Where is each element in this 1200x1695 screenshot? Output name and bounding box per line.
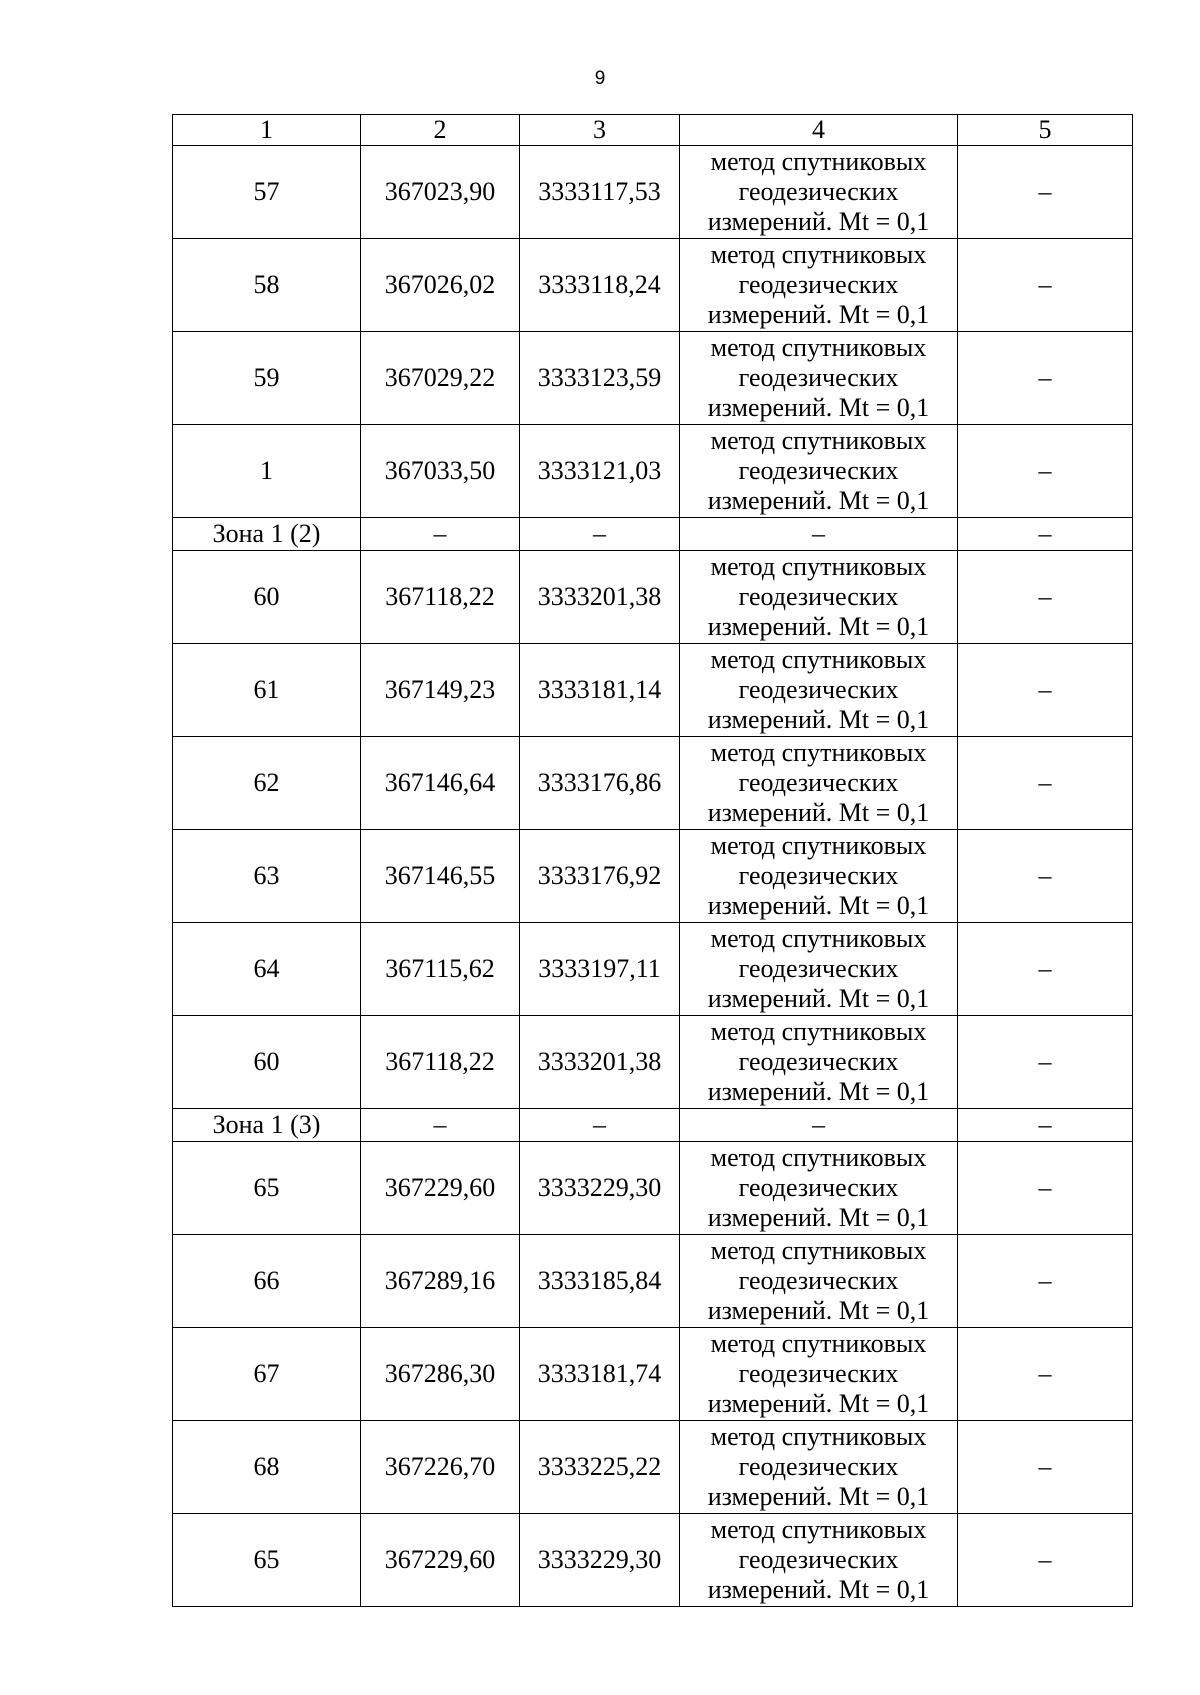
x-coordinate-cell: 367149,23 [361,644,520,737]
method-line: измерений. Mt = 0,1 [707,1296,930,1325]
x-coordinate-cell: 367026,02 [361,239,520,332]
table-row [173,1328,1133,1421]
method-line: измерений. Mt = 0,1 [707,1077,930,1106]
y-coordinate-cell: 3333185,84 [520,1235,680,1328]
method-cell [680,1142,958,1235]
method-line: метод спутниковых [710,924,927,953]
method-cell [680,239,958,332]
note-cell: – [958,1421,1133,1514]
method-line: метод спутниковых [710,147,927,176]
method-line: измерений. Mt = 0,1 [707,300,930,329]
y-coordinate-cell: 3333181,14 [520,644,680,737]
x-coordinate-cell: 367146,55 [361,830,520,923]
method-cell [680,332,958,425]
method-line: геодезических [738,1266,899,1295]
method-line: геодезических [738,675,899,704]
method-line: метод спутниковых [710,1329,927,1358]
method-line: геодезических [738,1359,899,1388]
point-number-cell: 62 [173,737,361,830]
method-line: метод спутниковых [710,831,927,860]
y-coordinate-cell: 3333181,74 [520,1328,680,1421]
method-line: измерений. Mt = 0,1 [707,486,930,515]
note-cell: – [958,425,1133,518]
method-cell [680,1421,958,1514]
point-number-cell: 60 [173,551,361,644]
method-line: измерений. Mt = 0,1 [707,612,930,641]
point-number-cell: 63 [173,830,361,923]
x-coordinate-cell: 367029,22 [361,332,520,425]
method-line: метод спутниковых [710,333,927,362]
point-number-cell: 1 [173,425,361,518]
method-line: измерений. Mt = 0,1 [707,705,930,734]
method-cell [680,146,958,239]
note-cell: – [958,644,1133,737]
method-line: измерений. Mt = 0,1 [707,798,930,827]
method-line: измерений. Mt = 0,1 [707,207,930,236]
method-line: метод спутниковых [710,738,927,767]
method-line: измерений. Mt = 0,1 [707,1389,930,1418]
note-cell: – [958,146,1133,239]
x-coordinate-cell: 367229,60 [361,1514,520,1607]
zone-row [173,1109,1133,1142]
method-cell [680,1016,958,1109]
method-line: метод спутниковых [710,426,927,455]
table-header-row [173,115,1133,146]
method-line: метод спутниковых [710,240,927,269]
column-header-5: 5 [958,115,1133,146]
zone-dash-cell: – [680,518,958,551]
zone-dash-cell: – [361,1109,520,1142]
x-coordinate-cell: 367115,62 [361,923,520,1016]
x-coordinate-cell: 367118,22 [361,551,520,644]
point-number-cell: 61 [173,644,361,737]
y-coordinate-cell: 3333117,53 [520,146,680,239]
method-line: измерений. Mt = 0,1 [707,891,930,920]
column-header-1: 1 [173,115,361,146]
method-line: метод спутниковых [710,1422,927,1451]
method-line: геодезических [738,1047,899,1076]
y-coordinate-cell: 3333229,30 [520,1142,680,1235]
table-row [173,923,1133,1016]
method-line: геодезических [738,1173,899,1202]
column-header-2: 2 [361,115,520,146]
method-line: измерений. Mt = 0,1 [707,1203,930,1232]
method-cell [680,923,958,1016]
method-line: геодезических [738,582,899,611]
point-number-cell: 65 [173,1142,361,1235]
table-row [173,551,1133,644]
note-cell: – [958,1514,1133,1607]
note-cell: – [958,1142,1133,1235]
note-cell: – [958,923,1133,1016]
method-line: геодезических [738,456,899,485]
table-row [173,1142,1133,1235]
x-coordinate-cell: 367023,90 [361,146,520,239]
y-coordinate-cell: 3333121,03 [520,425,680,518]
table-row [173,239,1133,332]
note-cell: – [958,332,1133,425]
point-number-cell: 64 [173,923,361,1016]
method-line: измерений. Mt = 0,1 [707,1575,930,1604]
table-body [173,115,1133,1607]
y-coordinate-cell: 3333201,38 [520,1016,680,1109]
y-coordinate-cell: 3333176,92 [520,830,680,923]
x-coordinate-cell: 367146,64 [361,737,520,830]
x-coordinate-cell: 367033,50 [361,425,520,518]
note-cell: – [958,737,1133,830]
note-cell: – [958,1328,1133,1421]
method-line: геодезических [738,768,899,797]
zone-dash-cell: – [680,1109,958,1142]
table-row [173,332,1133,425]
point-number-cell: 65 [173,1514,361,1607]
table-row [173,830,1133,923]
column-header-4: 4 [680,115,958,146]
x-coordinate-cell: 367229,60 [361,1142,520,1235]
zone-label: Зона 1 (3) [173,1109,361,1142]
note-cell: – [958,1016,1133,1109]
method-line: измерений. Mt = 0,1 [707,984,930,1013]
method-line: метод спутниковых [710,1236,927,1265]
x-coordinate-cell: 367226,70 [361,1421,520,1514]
y-coordinate-cell: 3333118,24 [520,239,680,332]
coordinates-table [172,114,1133,1607]
x-coordinate-cell: 367118,22 [361,1016,520,1109]
method-line: геодезических [738,270,899,299]
method-line: геодезических [738,1452,899,1481]
method-cell [680,425,958,518]
zone-dash-cell: – [361,518,520,551]
note-cell: – [958,551,1133,644]
y-coordinate-cell: 3333201,38 [520,551,680,644]
method-line: геодезических [738,954,899,983]
method-line: геодезических [738,1545,899,1574]
point-number-cell: 57 [173,146,361,239]
page-number: 9 [594,68,606,89]
table-row [173,1016,1133,1109]
y-coordinate-cell: 3333176,86 [520,737,680,830]
method-cell [680,644,958,737]
x-coordinate-cell: 367286,30 [361,1328,520,1421]
point-number-cell: 66 [173,1235,361,1328]
table-row [173,146,1133,239]
y-coordinate-cell: 3333229,30 [520,1514,680,1607]
method-line: измерений. Mt = 0,1 [707,1482,930,1511]
table-row [173,425,1133,518]
zone-label: Зона 1 (2) [173,518,361,551]
method-line: геодезических [738,363,899,392]
y-coordinate-cell: 3333225,22 [520,1421,680,1514]
method-cell [680,1235,958,1328]
method-cell [680,551,958,644]
point-number-cell: 68 [173,1421,361,1514]
zone-dash-cell: – [958,1109,1133,1142]
note-cell: – [958,1235,1133,1328]
table-row [173,1421,1133,1514]
method-cell [680,1514,958,1607]
method-line: метод спутниковых [710,645,927,674]
table-row [173,1235,1133,1328]
point-number-cell: 67 [173,1328,361,1421]
point-number-cell: 58 [173,239,361,332]
y-coordinate-cell: 3333197,11 [520,923,680,1016]
point-number-cell: 60 [173,1016,361,1109]
x-coordinate-cell: 367289,16 [361,1235,520,1328]
method-cell [680,830,958,923]
method-line: метод спутниковых [710,552,927,581]
method-line: геодезических [738,861,899,890]
zone-row [173,518,1133,551]
method-cell [680,737,958,830]
y-coordinate-cell: 3333123,59 [520,332,680,425]
table-row [173,1514,1133,1607]
table-row [173,644,1133,737]
method-line: метод спутниковых [710,1515,927,1544]
table-row [173,737,1133,830]
column-header-3: 3 [520,115,680,146]
zone-dash-cell: – [520,1109,680,1142]
method-line: метод спутниковых [710,1017,927,1046]
note-cell: – [958,239,1133,332]
zone-dash-cell: – [958,518,1133,551]
note-cell: – [958,830,1133,923]
method-line: метод спутниковых [710,1143,927,1172]
point-number-cell: 59 [173,332,361,425]
method-line: геодезических [738,177,899,206]
zone-dash-cell: – [520,518,680,551]
method-line: измерений. Mt = 0,1 [707,393,930,422]
method-cell [680,1328,958,1421]
